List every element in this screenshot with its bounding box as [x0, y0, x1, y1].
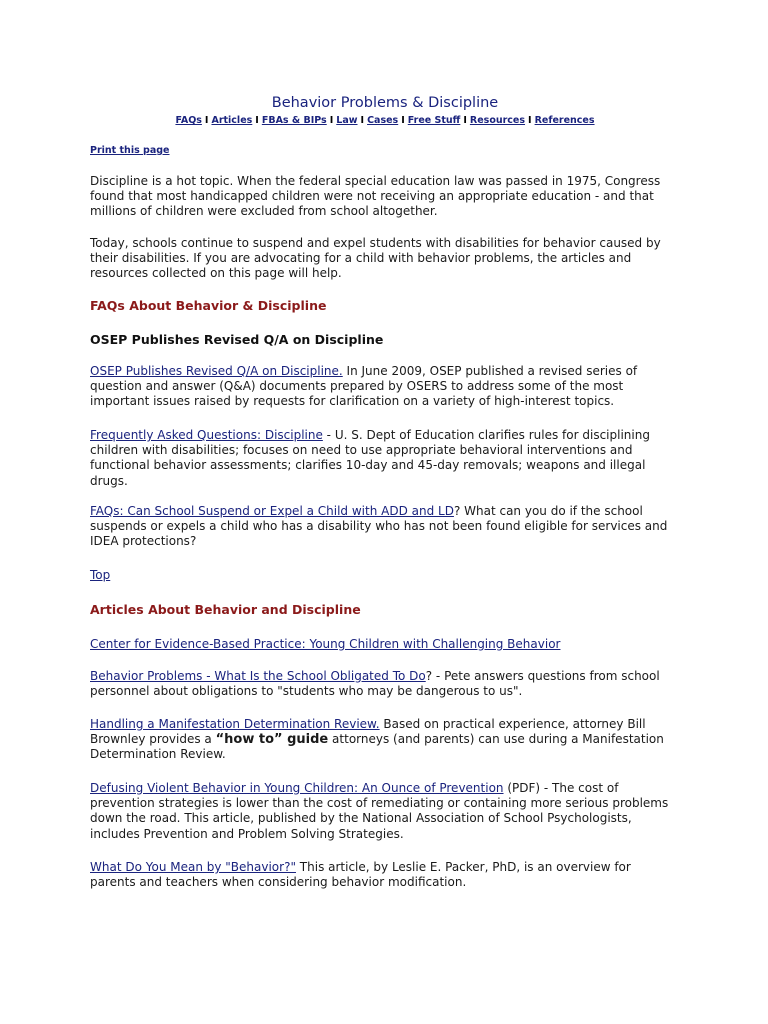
nav-separator: I: [463, 115, 467, 126]
top-link[interactable]: Top: [90, 568, 111, 582]
how-to-guide-emphasis: “how to” guide: [215, 732, 329, 748]
article-item: [90, 637, 680, 652]
page-title: Behavior Problems & Discipline: [271, 95, 499, 111]
nav-link-cases[interactable]: Cases: [367, 115, 399, 126]
faq-item: [90, 504, 680, 550]
nav-separator: I: [360, 115, 365, 126]
article-item-text: This article, by Leslie E. Packer, PhD, is an overview for parents and teachers when considering behavior modification.: [90, 860, 631, 890]
faq-item-link[interactable]: Frequently Asked Questions: Discipline: [90, 428, 323, 442]
nav-link-articles[interactable]: Articles: [211, 115, 253, 126]
nav-link-faqs[interactable]: FAQs: [175, 115, 202, 126]
faqs-heading: FAQs About Behavior & Discipline: [90, 298, 327, 313]
nav-link-law[interactable]: Law: [336, 115, 358, 126]
faq-item: [90, 364, 680, 410]
nav-link-fbas-bips[interactable]: FBAs & BIPs: [261, 115, 327, 126]
nav-separator: I: [528, 115, 532, 126]
faq-item-text: In June 2009, OSEP published a revised series of question and answer (Q&A) documents prepared by OSERS to address some of the most important issues raised by requests for clarification on a variety of high-interest topics.: [90, 364, 638, 409]
article-item: [90, 669, 680, 699]
faq-item-text: - U. S. Dept of Education clarifies rules for disciplining children with disabilities; focuses on need to use appropriate behavioral interventions and functional behavior assessments; clarifies 10-day and 45-day removals; weapons and illegal drugs.: [90, 428, 650, 488]
article-item-link[interactable]: Behavior Problems - What Is the School Obligated To Do: [90, 669, 426, 683]
faq-item-link[interactable]: FAQs: Can School Suspend or Expel a Child with ADD and LD: [90, 504, 454, 518]
article-item-text: (PDF) - The cost of prevention strategies is lower than the cost of remediating or containing more serious problems down the road. This article, published by the National Association of School Psychologists, includes Prevention and Problem Solving Strategies.: [90, 781, 669, 841]
faqs-subheading: OSEP Publishes Revised Q/A on Discipline: [90, 332, 384, 347]
nav-separator: I: [204, 115, 209, 126]
article-item-link[interactable]: Handling a Manifestation Determination Review.: [90, 717, 380, 731]
article-item-link[interactable]: Defusing Violent Behavior in Young Children: An Ounce of Prevention: [90, 781, 504, 795]
article-item-link[interactable]: What Do You Mean by "Behavior?": [90, 860, 296, 874]
faq-item-link[interactable]: OSEP Publishes Revised Q/A on Discipline.: [90, 364, 343, 378]
article-item-text: Based on practical experience, attorney Bill Brownley provides a: [90, 717, 646, 747]
nav-link-references[interactable]: References: [534, 115, 595, 126]
top-link-row: [90, 568, 680, 583]
faq-item-text: ? What can you do if the school suspends or expels a child who has a disability who has not been found eligible for services and IDEA protections?: [90, 504, 668, 549]
nav-separator: I: [329, 115, 334, 126]
article-item: [90, 717, 680, 763]
articles-heading: Articles About Behavior and Discipline: [90, 602, 361, 617]
nav-link-resources[interactable]: Resources: [469, 115, 526, 126]
article-item-text: attorneys (and parents) can use during a Manifestation Determination Review.: [90, 732, 664, 762]
nav-link-free-stuff[interactable]: Free Stuff: [407, 115, 461, 126]
article-item: [90, 860, 680, 890]
article-item-link[interactable]: Center for Evidence-Based Practice: Young Children with Challenging Behavior: [90, 637, 561, 651]
faq-item: [90, 428, 680, 489]
intro-paragraph-1: Discipline is a hot topic. When the federal special education law was passed in 1975, Congress found that most handicapped children were not receiving an appropriate education - and that millions of children were excluded from school altogether.: [90, 174, 661, 219]
print-page-link[interactable]: Print this page: [90, 145, 170, 156]
intro-paragraph-2: Today, schools continue to suspend and expel students with disabilities for behavior caused by their disabilities. If you are advocating for a child with behavior problems, the articles and resources collected on this page will help.: [90, 236, 661, 281]
section-nav: [90, 115, 680, 126]
article-item: [90, 781, 680, 842]
article-item-text: ? - Pete answers questions from school personnel about obligations to "students who may be dangerous to us".: [90, 669, 660, 699]
nav-separator: I: [401, 115, 405, 126]
nav-separator: I: [255, 115, 259, 126]
